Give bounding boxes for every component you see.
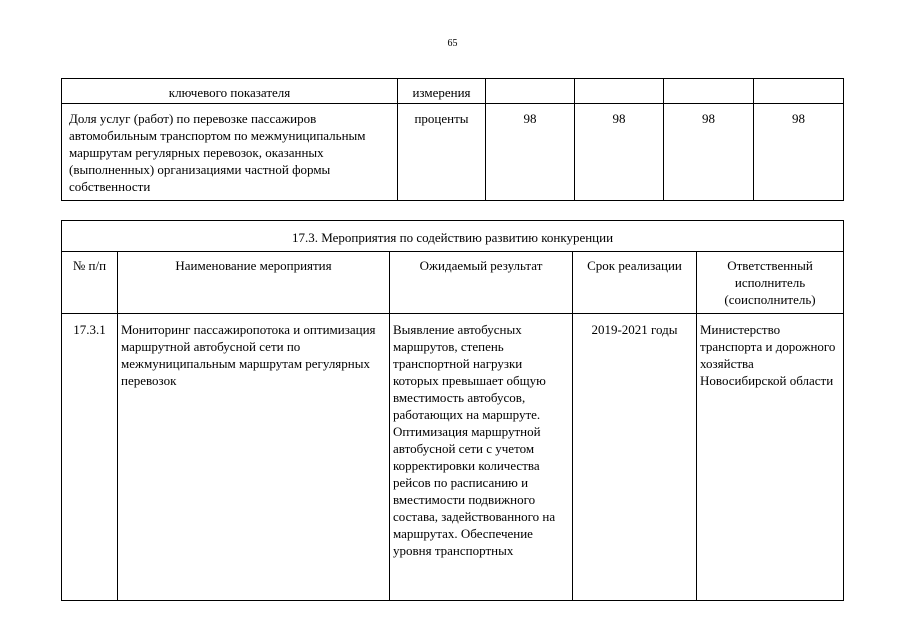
measure-number: 17.3.1 <box>62 314 118 601</box>
indicator-value-3: 98 <box>664 104 754 201</box>
measures-table <box>61 220 844 601</box>
indicator-value-4: 98 <box>754 104 844 201</box>
indicator-unit: проценты <box>398 104 486 201</box>
num-column-header: № п/п <box>62 252 118 314</box>
indicator-name: Доля услуг (работ) по перевозке пассажиров автомобильным транспортом по межмуниципальным маршрутам регулярных перевозок, оказанных (выполненных) организациями частной формы собственности <box>62 104 398 201</box>
measure-period: 2019-2021 годы <box>573 314 697 601</box>
section-title: 17.3. Мероприятия по содействию развитию конкуренции <box>62 221 844 252</box>
table-row <box>62 104 844 201</box>
indicator-value-1: 98 <box>486 104 575 201</box>
name-column-header: Наименование мероприятия <box>118 252 390 314</box>
indicators-table <box>61 78 844 201</box>
unit-header: измерения <box>398 79 486 104</box>
executor-column-header: Ответственный исполнитель (соисполнитель) <box>697 252 844 314</box>
indicator-value-2: 98 <box>575 104 664 201</box>
table-row <box>62 314 844 601</box>
result-column-header: Ожидаемый результат <box>390 252 573 314</box>
indicator-name-header: ключевого показателя <box>62 79 398 104</box>
value-header-4 <box>754 79 844 104</box>
measures-title-row <box>62 221 844 252</box>
value-header-3 <box>664 79 754 104</box>
indicators-header-row <box>62 79 844 104</box>
value-header-1 <box>486 79 575 104</box>
measures-header-row <box>62 252 844 314</box>
period-column-header: Срок реализации <box>573 252 697 314</box>
measure-name: Мониторинг пассажиропотока и оптимизация маршрутной автобусной сети по межмуниципальным маршрутам регулярных перевозок <box>118 314 390 601</box>
measure-executor: Министерство транспорта и дорожного хозяйства Новосибирской области <box>697 314 844 601</box>
measure-result: Выявление автобусных маршрутов, степень транспортной нагрузки которых превышает общую вместимость автобусов, работающих на маршруте. Оптимизация маршрутной автобусной сети с учетом корректировки количества рейсов по расписанию и вместимости подвижного состава, задействованного на маршрутах. Обеспечение уровня транспортных <box>390 314 573 601</box>
page-number: 65 <box>447 38 458 49</box>
value-header-2 <box>575 79 664 104</box>
